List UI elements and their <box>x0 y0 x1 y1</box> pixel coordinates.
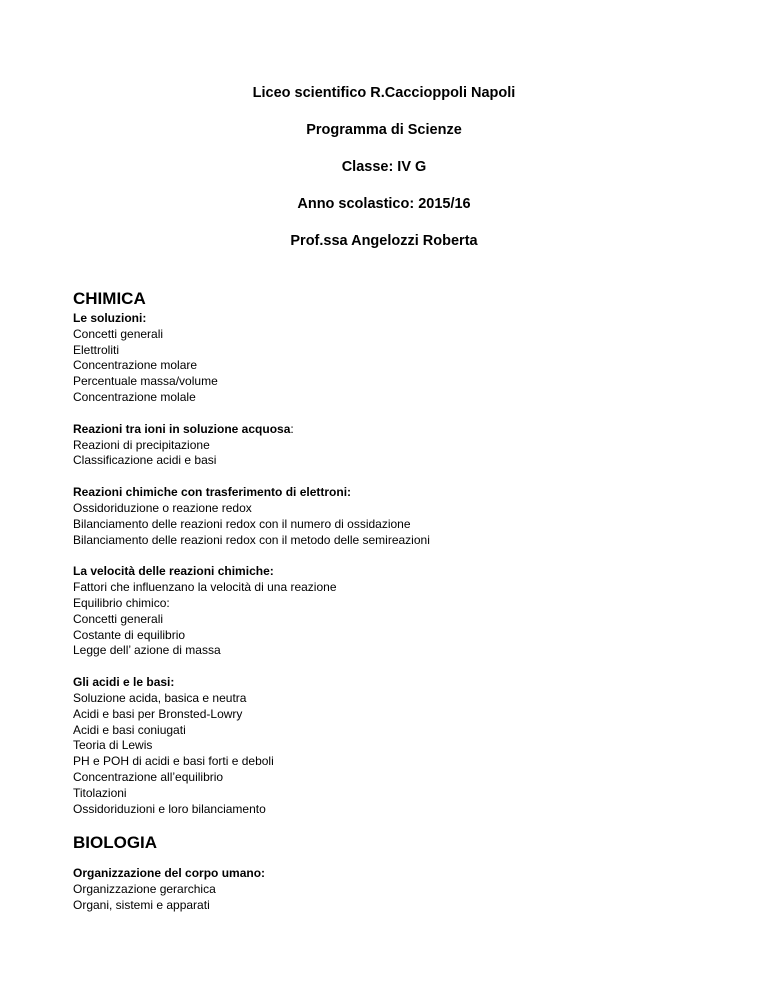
topic-item: Concentrazione all’equilibrio <box>73 769 224 784</box>
section-title-biologia: BIOLOGIA <box>73 833 158 853</box>
topic-heading <box>73 485 733 501</box>
topic-item: Titolazioni <box>73 785 127 800</box>
topic-item: Equilibrio chimico: <box>73 595 170 610</box>
topic-reazioni-ioni <box>73 422 733 469</box>
topic-soluzioni <box>73 311 733 406</box>
topic-item: Concentrazione molare <box>73 358 198 373</box>
topic-item: Concentrazione molale <box>73 389 196 404</box>
topic-item: Teoria di Lewis <box>73 738 153 753</box>
topic-item: Bilanciamento delle reazioni redox con il numero di ossidazione <box>73 516 411 531</box>
topic-item: PH e POH di acidi e basi forti e deboli <box>73 754 274 769</box>
topic-item: Concetti generali <box>73 611 164 626</box>
topic-item: Organizzazione gerarchica <box>73 882 216 897</box>
topic-acidi-basi <box>73 675 733 817</box>
topic-heading-text: Reazioni chimiche con trasferimento di elettroni: <box>73 485 352 500</box>
program-title: Programma di Scienze <box>306 122 462 138</box>
topic-item: Concetti generali <box>73 326 164 341</box>
topic-heading-text: Organizzazione del corpo umano: <box>73 866 266 881</box>
school-year: Anno scolastico: 2015/16 <box>297 196 471 212</box>
topic-item: Reazioni di precipitazione <box>73 437 210 452</box>
topic-item: Bilanciamento delle reazioni redox con il metodo delle semireazioni <box>73 532 430 547</box>
teacher-name: Prof.ssa Angelozzi Roberta <box>290 233 478 249</box>
class-label: Classe: IV G <box>341 159 427 175</box>
topic-item: Percentuale massa/volume <box>73 374 218 389</box>
topic-item: Elettroliti <box>73 342 120 357</box>
topic-item: Organi, sistemi e apparati <box>73 897 210 912</box>
topic-heading <box>73 866 733 882</box>
topic-item: Classificazione acidi e basi <box>73 453 217 468</box>
topic-heading-text: La velocità delle reazioni chimiche: <box>73 564 274 579</box>
topic-heading <box>73 311 733 327</box>
topic-heading <box>73 422 733 438</box>
school-name: Liceo scientifico R.Caccioppoli Napoli <box>252 85 516 101</box>
topic-heading <box>73 564 733 580</box>
topic-heading-text: Le soluzioni: <box>73 311 147 325</box>
topic-heading-suffix: : <box>290 421 294 436</box>
topic-item: Soluzione acida, basica e neutra <box>73 690 247 705</box>
topic-item: Legge dell’ azione di massa <box>73 643 221 658</box>
document-header <box>0 84 768 269</box>
topic-item: Acidi e basi per Bronsted-Lowry <box>73 706 243 721</box>
topic-item: Ossidoriduzioni e loro bilanciamento <box>73 801 266 816</box>
section-title-chimica: CHIMICA <box>73 289 146 308</box>
topic-velocita-reazioni <box>73 564 733 659</box>
topic-heading-text: Gli acidi e le basi: <box>73 675 175 690</box>
topic-heading <box>73 675 733 691</box>
topic-item: Ossidoriduzione o reazione redox <box>73 500 252 515</box>
topic-item: Fattori che influenzano la velocità di una reazione <box>73 580 337 595</box>
topic-item: Acidi e basi coniugati <box>73 722 186 737</box>
topic-item: Costante di equilibrio <box>73 627 186 642</box>
topic-corpo-umano <box>73 866 733 913</box>
document-content <box>73 289 733 930</box>
topic-trasferimento-elettroni <box>73 485 733 548</box>
topic-heading-text: Reazioni tra ioni in soluzione acquosa <box>73 421 291 436</box>
